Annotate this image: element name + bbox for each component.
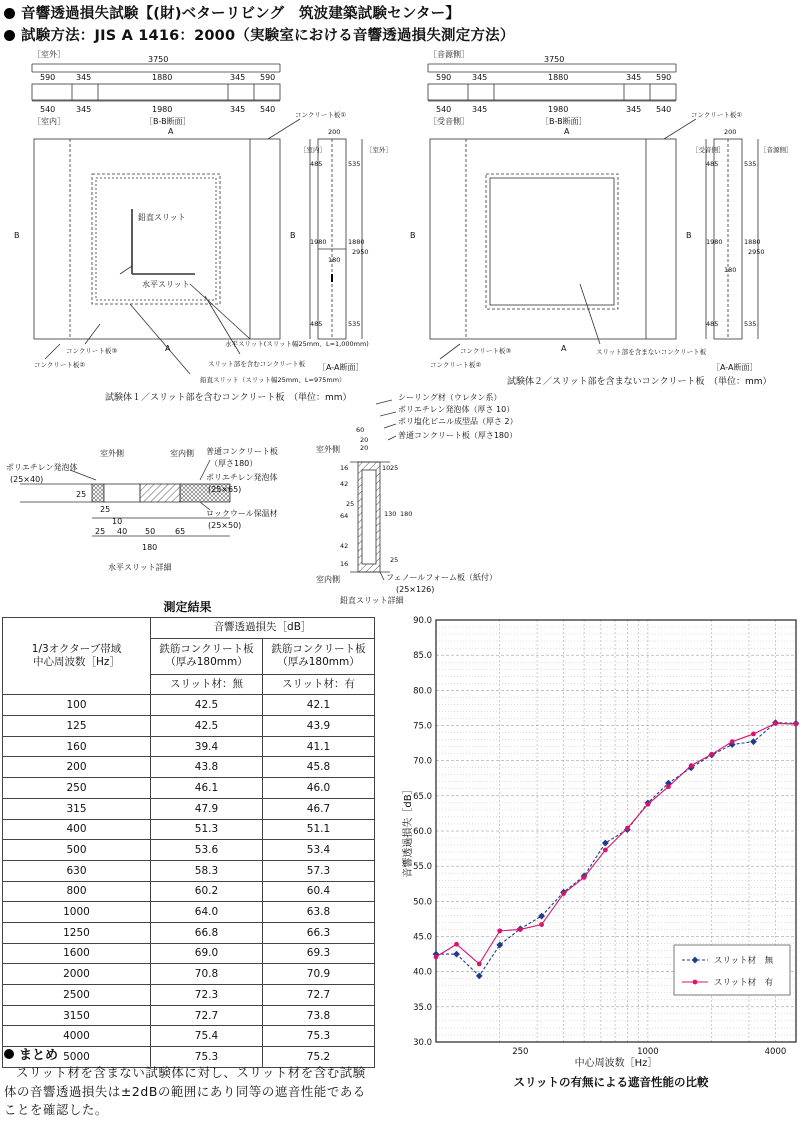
summary-heading-text: まとめ [19, 1048, 59, 1063]
s1-concrete1: コンクリート板① [295, 111, 347, 119]
s1-hslit: 水平スリット [142, 280, 190, 289]
value-with-cell: 70.9 [263, 964, 375, 985]
legend-label: スリット材 有 [714, 978, 774, 988]
hd-total: 180 [142, 543, 158, 552]
vd-top-0: 60 [356, 426, 365, 434]
value-without-cell: 42.5 [151, 716, 263, 737]
y-tick-label: 50.0 [413, 897, 432, 908]
col-a-header [151, 638, 263, 674]
value-with-cell: 63.8 [263, 902, 375, 923]
value-without-cell: 53.6 [151, 840, 263, 861]
data-point [453, 951, 460, 958]
s1-aa-right: ［室外］ [366, 146, 392, 154]
s1-b-right: B [290, 231, 296, 240]
vd-pe: ポリエチレン発泡体（厚さ 10） [398, 405, 515, 414]
s1-a-bottom: A [165, 344, 171, 353]
freq-cell: 250 [3, 778, 151, 799]
specimen2-drawing [400, 44, 800, 414]
x-tick-label: 250 [512, 1047, 529, 1057]
s1-aa-left: ［室内］ [300, 146, 326, 154]
value-without-cell: 69.0 [151, 943, 263, 964]
table-row [3, 1005, 375, 1026]
s2-aar-0: 535 [744, 160, 757, 168]
freq-cell: 800 [3, 881, 151, 902]
header-line-2 [4, 24, 515, 45]
table-row [3, 860, 375, 881]
table-row [3, 881, 375, 902]
h-slit-detail [0, 440, 300, 590]
s1-a-top: A [168, 127, 174, 136]
value-without-cell: 51.3 [151, 819, 263, 840]
y-tick-label: 70.0 [413, 756, 432, 767]
vd-d130: 130 [384, 510, 397, 518]
s1-aa-mid: 180 [328, 256, 341, 264]
value-with-cell: 66.3 [263, 922, 375, 943]
s1-note-part: スリット部を含むコンクリート板 [208, 360, 306, 368]
hd-d10: 10 [112, 517, 123, 526]
s2-side-top: ［音源側］ [429, 50, 469, 59]
s2-db-1: 345 [472, 105, 488, 114]
col-b-line1: 鉄筋コンクリート板 [271, 643, 366, 656]
sub-a-header: スリット材：無 [151, 674, 263, 695]
hd-dim-0: 25 [95, 527, 106, 536]
s2-db-0: 540 [436, 105, 452, 114]
data-point [794, 722, 799, 727]
s1-vslit: 鉛直スリット [138, 213, 186, 222]
s1-bb: ［B-B断面］ [145, 117, 191, 126]
y-tick-label: 75.0 [413, 721, 432, 732]
hd-foam2: ポリエチレン発泡体 [206, 473, 278, 482]
specimen1-drawing [0, 44, 400, 414]
data-point [497, 928, 502, 933]
value-without-cell: 70.8 [151, 964, 263, 985]
value-without-cell: 46.1 [151, 778, 263, 799]
s2-concrete2: コンクリート板② [430, 361, 482, 369]
hd-dim-3: 65 [175, 527, 186, 536]
vd-left-1: 42 [340, 480, 349, 488]
transmission-loss-chart [396, 606, 800, 1096]
hd-indoor: 室内側 [170, 449, 194, 458]
value-with-cell: 41.1 [263, 736, 375, 757]
x-tick-label: 1000 [637, 1047, 659, 1057]
s2-db-3: 345 [626, 105, 642, 114]
data-point [477, 962, 482, 967]
freq-cell: 4000 [3, 1026, 151, 1047]
freq-cell: 5000 [3, 1047, 151, 1068]
data-point [476, 972, 483, 979]
hd-outdoor: 室外側 [100, 449, 124, 458]
value-without-cell: 75.4 [151, 1026, 263, 1047]
value-without-cell: 75.3 [151, 1047, 263, 1068]
s1-db-4: 540 [260, 105, 276, 114]
summary-body: スリット材を含まない試験体に対し、スリット材を含む試験体の音響透過損失は±2dBの範囲にあり同等の遮音性能であることを確認した。 [4, 1065, 366, 1117]
vd-indoor: 室内側 [316, 575, 340, 584]
s1-total: 3750 [148, 55, 169, 64]
s2-b-left: B [410, 231, 416, 240]
s1-dt-2: 1880 [152, 73, 173, 82]
table-row [3, 757, 375, 778]
freq-cell: 315 [3, 798, 151, 819]
table-row [3, 1026, 375, 1047]
freq-cell: 630 [3, 860, 151, 881]
value-without-cell: 72.3 [151, 985, 263, 1006]
value-with-cell: 43.9 [263, 716, 375, 737]
table-row [3, 819, 375, 840]
legend-marker [693, 980, 698, 985]
s1-aa: ［A-A断面］ [318, 363, 364, 372]
vd-top-1: 20 [360, 436, 369, 444]
y-tick-label: 40.0 [413, 967, 432, 978]
vd-left-4: 16 [340, 560, 349, 568]
x-tick-label: 4000 [764, 1047, 787, 1057]
value-with-cell: 73.8 [263, 1005, 375, 1026]
header-line-1 [4, 2, 460, 23]
freq-cell: 1250 [3, 922, 151, 943]
hd-foam: ポリエチレン発泡体 [6, 463, 78, 472]
s2-dt-0: 590 [436, 73, 452, 82]
y-tick-label: 90.0 [413, 616, 432, 626]
legend-label: スリット材 無 [714, 956, 774, 966]
table-row [3, 778, 375, 799]
col-b-line2: （厚み180mm） [277, 656, 360, 669]
hd-foam-size: (25×40) [10, 475, 44, 484]
s1-aal-0: 485 [310, 160, 323, 168]
vd-left-3: 42 [340, 542, 349, 550]
data-point [602, 840, 609, 847]
hd-concrete: 普通コンクリート板 [206, 447, 278, 456]
s1-caption: 試験体１／スリット部を含むコンクリート板 （単位：mm） [105, 393, 352, 403]
s1-b-left: B [14, 231, 20, 240]
s2-dt-3: 345 [626, 73, 642, 82]
s1-dt-0: 590 [40, 73, 56, 82]
s2-side-bottom: ［受音側］ [429, 117, 469, 126]
data-point [773, 721, 778, 726]
data-point [625, 826, 630, 831]
value-without-cell: 39.4 [151, 736, 263, 757]
s2-bb: ［B-B断面］ [541, 117, 587, 126]
vd-concrete: 普通コンクリート板（厚さ180） [398, 431, 518, 440]
vd-d180: 180 [400, 510, 413, 518]
hd-rockwool: ロックウール保温材 [206, 509, 278, 518]
col-loss-header: 音響透過損失［dB］ [151, 618, 375, 639]
bullet-icon [4, 1049, 14, 1059]
value-without-cell: 42.5 [151, 695, 263, 716]
data-point [730, 739, 735, 744]
col-freq-line1: 1/3オクターブ帯域 [31, 643, 122, 656]
s2-aal-0: 485 [706, 160, 719, 168]
s1-dt-1: 345 [76, 73, 92, 82]
s1-dt-3: 345 [230, 73, 246, 82]
s2-aa-mid: 180 [724, 266, 737, 274]
s1-concrete3: コンクリート板③ [66, 347, 118, 355]
value-with-cell: 51.1 [263, 819, 375, 840]
value-with-cell: 57.3 [263, 860, 375, 881]
table-body [3, 695, 375, 1067]
s2-aa: ［A-A断面］ [712, 363, 758, 372]
freq-cell: 2500 [3, 985, 151, 1006]
data-point [645, 802, 650, 807]
results-table [2, 617, 375, 1068]
value-without-cell: 66.8 [151, 922, 263, 943]
s2-aar-1: 1880 [744, 238, 761, 246]
col-a-line2: （厚み180mm） [165, 656, 248, 669]
freq-cell: 125 [3, 716, 151, 737]
s2-aa-top: 200 [724, 128, 737, 136]
s1-aa-total: 2950 [352, 248, 369, 256]
x-axis-label: 中心周波数［Hz］ [574, 1058, 658, 1069]
value-with-cell: 75.2 [263, 1047, 375, 1068]
data-point [538, 913, 545, 920]
s1-note-v: 鉛直スリット（スリット幅25mm、L=975mm） [200, 376, 346, 384]
y-tick-label: 60.0 [413, 827, 432, 837]
data-point [666, 784, 671, 789]
chart-title: スリットの有無による遮音性能の比較 [513, 1075, 709, 1089]
data-point [539, 922, 544, 927]
hd-concrete-thk: （厚さ180） [210, 459, 258, 468]
value-without-cell: 72.7 [151, 1005, 263, 1026]
value-with-cell: 45.8 [263, 757, 375, 778]
value-with-cell: 69.3 [263, 943, 375, 964]
vd-left-0: 16 [340, 464, 349, 472]
s2-aa-total: 2950 [748, 248, 765, 256]
data-point [561, 891, 566, 896]
freq-cell: 160 [3, 736, 151, 757]
s1-db-1: 345 [76, 105, 92, 114]
data-point [603, 848, 608, 853]
value-without-cell: 64.0 [151, 902, 263, 923]
freq-cell: 3150 [3, 1005, 151, 1026]
hd-dim-2: 50 [145, 527, 156, 536]
s1-aar-1: 1880 [348, 238, 365, 246]
s2-aa-right: ［音源側］ [760, 146, 793, 154]
data-point [751, 732, 756, 737]
hd-dim-1: 40 [117, 527, 128, 536]
y-tick-label: 65.0 [413, 791, 432, 802]
vd-d25c: 25 [390, 556, 399, 564]
s1-aa-top: 200 [328, 128, 341, 136]
table-row [3, 902, 375, 923]
vd-phenol-size: (25×126) [396, 585, 435, 594]
y-tick-label: 80.0 [413, 686, 432, 697]
test-method: 試験方法：JIS A 1416：2000（実験室における音響透過損失測定方法） [21, 28, 515, 44]
vd-phenol: フェノールフォーム板（紙付） [386, 573, 497, 582]
data-point [434, 954, 439, 959]
vd-top-2: 20 [360, 444, 369, 452]
table-row [3, 736, 375, 757]
value-with-cell: 53.4 [263, 840, 375, 861]
table-row [3, 964, 375, 985]
v-slit-detail [300, 390, 540, 605]
vd-pvc: ポリ塩化ビニル成型品（厚さ 2） [398, 417, 518, 426]
value-with-cell: 46.7 [263, 798, 375, 819]
hd-d25: 25 [76, 490, 87, 499]
s1-aal-2: 485 [310, 320, 323, 328]
sub-b-header: スリット材：有 [263, 674, 375, 695]
s2-concrete3: コンクリート板③ [460, 347, 512, 355]
value-with-cell: 42.1 [263, 695, 375, 716]
freq-cell: 1600 [3, 943, 151, 964]
y-axis-label: 音響透過損失［dB］ [403, 784, 414, 878]
s1-side-bottom: ［室内］ [33, 117, 65, 126]
s2-dt-4: 590 [656, 73, 672, 82]
value-with-cell: 72.7 [263, 985, 375, 1006]
s2-dt-1: 345 [472, 73, 488, 82]
freq-cell: 100 [3, 695, 151, 716]
s2-note-part: スリット部を含まないコンクリート板 [596, 348, 707, 356]
bullet-icon [4, 30, 15, 41]
s1-aal-1: 1980 [310, 238, 327, 246]
table-row [3, 840, 375, 861]
hd-foam2-size: (25×65) [208, 485, 242, 494]
vd-d10: 10 [382, 464, 391, 472]
table-row [3, 716, 375, 737]
data-point [689, 763, 694, 768]
value-without-cell: 58.3 [151, 860, 263, 881]
s1-aar-2: 535 [348, 320, 361, 328]
y-tick-label: 30.0 [413, 1038, 432, 1048]
vd-caption: 鉛直スリット詳細 [340, 596, 404, 605]
freq-cell: 500 [3, 840, 151, 861]
table-title: 測定結果 [163, 600, 212, 614]
col-a-line1: 鉄筋コンクリート板 [159, 643, 254, 656]
freq-cell: 1000 [3, 902, 151, 923]
s2-aal-2: 485 [706, 320, 719, 328]
y-tick-label: 85.0 [413, 651, 432, 662]
s1-db-2: 1980 [152, 105, 173, 114]
vd-left-2: 64 [340, 512, 349, 520]
vd-sealing: シーリング材（ウレタン系） [398, 393, 502, 402]
table-row [3, 798, 375, 819]
col-freq-header [3, 618, 151, 695]
s1-aar-0: 535 [348, 160, 361, 168]
table-row [3, 985, 375, 1006]
header-title: 音響透過損失試験【(財)ベターリビング 筑波建築試験センター】 [21, 6, 461, 22]
summary-heading [4, 1044, 58, 1063]
table-row [3, 695, 375, 716]
value-with-cell: 75.3 [263, 1026, 375, 1047]
freq-cell: 2000 [3, 964, 151, 985]
col-b-header [263, 638, 375, 674]
freq-cell: 200 [3, 757, 151, 778]
vd-d25b: 25 [390, 464, 399, 472]
s2-aar-2: 535 [744, 320, 757, 328]
s2-dt-2: 1880 [548, 73, 569, 82]
vd-outdoor: 室外側 [316, 445, 340, 454]
table-row [3, 943, 375, 964]
s2-aal-1: 1980 [706, 238, 723, 246]
s2-aa-left: ［受音側］ [692, 146, 725, 154]
value-without-cell: 43.8 [151, 757, 263, 778]
value-with-cell: 60.4 [263, 881, 375, 902]
s1-concrete2: コンクリート板② [34, 361, 86, 369]
col-freq-line2: 中心周波数［Hz］ [33, 656, 120, 669]
s2-a-top: A [564, 127, 570, 136]
y-tick-label: 35.0 [413, 1002, 432, 1013]
value-without-cell: 60.2 [151, 881, 263, 902]
freq-cell: 400 [3, 819, 151, 840]
table-row [3, 922, 375, 943]
s2-db-4: 540 [656, 105, 672, 114]
s1-side-top: ［室外］ [33, 50, 65, 59]
data-point [709, 752, 714, 757]
s2-total: 3750 [544, 55, 565, 64]
vd-d25: 25 [346, 500, 355, 508]
s1-db-0: 540 [40, 105, 56, 114]
s1-db-3: 345 [230, 105, 246, 114]
bullet-icon [4, 8, 15, 19]
hd-d25b: 25 [100, 505, 111, 514]
series-line-1 [436, 723, 796, 964]
s2-db-2: 1980 [548, 105, 569, 114]
value-with-cell: 46.0 [263, 778, 375, 799]
y-tick-label: 55.0 [413, 862, 432, 873]
hd-caption: 水平スリット詳細 [108, 563, 172, 572]
s2-concrete1: コンクリート板① [691, 111, 743, 119]
hd-rockwool-size: (25×50) [208, 521, 242, 530]
y-tick-label: 45.0 [413, 932, 432, 943]
s2-a-bottom: A [561, 344, 567, 353]
s2-caption: 試験体２／スリット部を含まないコンクリート板 （単位：mm） [507, 377, 772, 387]
s1-note-h: 水平スリット(スリット幅25mm、L=1,000mm) [225, 340, 369, 348]
data-point [454, 942, 459, 947]
s1-dt-4: 590 [260, 73, 276, 82]
data-point [518, 927, 523, 932]
s2-b-right: B [686, 231, 692, 240]
data-point [582, 875, 587, 880]
value-without-cell: 47.9 [151, 798, 263, 819]
